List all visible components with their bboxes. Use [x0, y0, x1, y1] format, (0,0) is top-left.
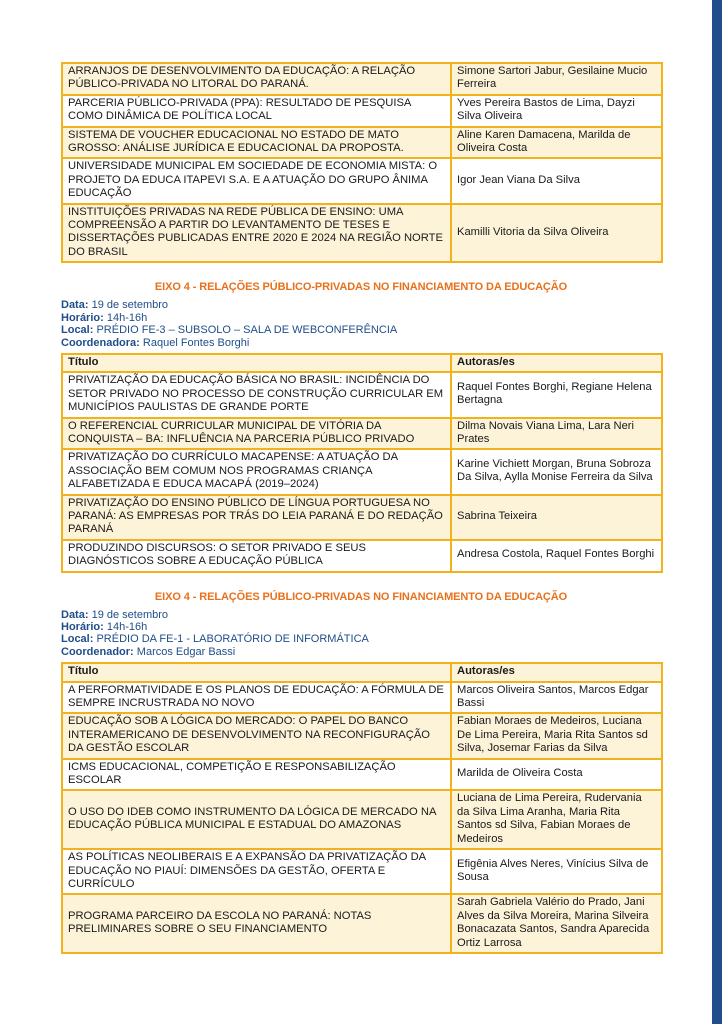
side-bar — [712, 0, 722, 1024]
date-label: Data: — [61, 608, 89, 621]
paper-title: PARCERIA PÚBLICO-PRIVADA (PPA): RESULTADO DE PESQUISA COMO DINÂMICA DE POLÍTICA LOCAL — [62, 95, 451, 127]
session-heading: EIXO 4 - RELAÇÕES PÚBLICO-PRIVADAS NO FINANCIAMENTO DA EDUCAÇÃO — [154, 281, 568, 294]
table-row — [62, 790, 662, 849]
table-row — [62, 158, 662, 203]
table-row — [62, 127, 662, 159]
paper-title: O USO DO IDEB COMO INSTRUMENTO DA LÓGICA DE MERCADO NA EDUCAÇÃO PÚBLICA MUNICIPAL E ESTADUAL DO AMAZONAS — [62, 790, 451, 849]
table-row — [62, 849, 662, 894]
paper-authors: Sarah Gabriela Valério do Prado, Jani Alves da Silva Moreira, Marina Silveira Bonacazata Santos, Sandra Aparecida Ortiz Larrosa — [451, 894, 662, 953]
table-row — [62, 204, 662, 263]
session-meta — [61, 609, 661, 659]
session-meta — [61, 299, 661, 349]
paper-title: A PERFORMATIVIDADE E OS PLANOS DE EDUCAÇÃO: A FÓRMULA DE SEMPRE INCRUSTRADA NO NOVO — [62, 682, 451, 714]
paper-title: PRODUZINDO DISCURSOS: O SETOR PRIVADO E SEUS DIAGNÓSTICOS SOBRE A EDUCAÇÃO PÚBLICA — [62, 540, 451, 572]
column-header-authors: Autoras/es — [451, 663, 662, 681]
paper-title: UNIVERSIDADE MUNICIPAL EM SOCIEDADE DE ECONOMIA MISTA: O PROJETO DA EDUCA ITAPEVI S.A. E A ATUAÇÃO DO GRUPO ÂNIMA EDUCAÇÃO — [62, 158, 451, 203]
table-row — [62, 63, 662, 95]
paper-title: AS POLÍTICAS NEOLIBERAIS E A EXPANSÃO DA PRIVATIZAÇÃO DA EDUCAÇÃO NO PIAUÍ: DIMENSÕES DA GESTÃO, OFERTA E CURRÍCULO — [62, 849, 451, 894]
table-header-row — [62, 663, 662, 681]
page-content — [61, 62, 661, 954]
table-row — [62, 540, 662, 572]
paper-title: PRIVATIZAÇÃO DO ENSINO PÚBLICO DE LÍNGUA PORTUGUESA NO PARANÁ: AS EMPRESAS POR TRÁS DO LEIA PARANÁ E DO REDAÇÃO PARANÁ — [62, 495, 451, 540]
table-row — [62, 372, 662, 417]
paper-authors: Kamilli Vitoria da Silva Oliveira — [451, 204, 662, 263]
paper-title: O REFERENCIAL CURRICULAR MUNICIPAL DE VITÓRIA DA CONQUISTA – BA: INFLUÊNCIA NA PARCERIA PÚBLICO PRIVADO — [62, 418, 451, 450]
table-row — [62, 95, 662, 127]
coordinator-value: Raquel Fontes Borghi — [142, 336, 250, 349]
paper-title: ARRANJOS DE DESENVOLVIMENTO DA EDUCAÇÃO: A RELAÇÃO PÚBLICO-PRIVADA NO LITORAL DO PARANÁ. — [62, 63, 451, 95]
time-value: 14h-16h — [106, 621, 148, 633]
session-heading: EIXO 4 - RELAÇÕES PÚBLICO-PRIVADAS NO FINANCIAMENTO DA EDUCAÇÃO — [154, 590, 568, 603]
paper-authors: Dilma Novais Viana Lima, Lara Neri Prates — [451, 418, 662, 450]
paper-authors: Fabian Moraes de Medeiros, Luciana De Lima Pereira, Maria Rita Santos sd Silva, Josemar Farias da Silva — [451, 713, 662, 758]
paper-authors: Andresa Costola, Raquel Fontes Borghi — [451, 540, 662, 572]
column-header-title: Título — [62, 354, 451, 372]
date-value: 19 de setembro — [91, 608, 169, 621]
paper-authors: Yves Pereira Bastos de Lima, Dayzi Silva Oliveira — [451, 95, 662, 127]
column-header-title: Título — [62, 663, 451, 681]
paper-title: ICMS EDUCACIONAL, COMPETIÇÃO E RESPONSABILIZAÇÃO ESCOLAR — [62, 759, 451, 791]
coordinator-value: Marcos Edgar Bassi — [136, 645, 236, 658]
table-row — [62, 682, 662, 714]
table-continued — [61, 62, 663, 263]
table-row — [62, 495, 662, 540]
paper-title: EDUCAÇÃO SOB A LÓGICA DO MERCADO: O PAPEL DO BANCO INTERAMERICANO DE DESENVOLVIMENTO NA RECONFIGURAÇÃO DA GESTÃO ESCOLAR — [62, 713, 451, 758]
paper-title: PRIVATIZAÇÃO DA EDUCAÇÃO BÁSICA NO BRASIL: INCIDÊNCIA DO SETOR PRIVADO NO PROCESSO DE CONSTRUÇÃO CURRICULAR EM MUNICÍPIOS PAULISTAS DE GRANDE PORTE — [62, 372, 451, 417]
time-label: Horário: — [61, 621, 104, 633]
paper-authors: Aline Karen Damacena, Marilda de Oliveira Costa — [451, 127, 662, 159]
paper-authors: Raquel Fontes Borghi, Regiane Helena Bertagna — [451, 372, 662, 417]
location-label: Local: — [61, 633, 94, 646]
paper-authors: Simone Sartori Jabur, Gesilaine Mucio Ferreira — [451, 63, 662, 95]
paper-title: SISTEMA DE VOUCHER EDUCACIONAL NO ESTADO DE MATO GROSSO: ANÁLISE JURÍDICA E EDUCACIONAL DA PROPOSTA. — [62, 127, 451, 159]
table-header-row — [62, 354, 662, 372]
time-label: Horário: — [61, 311, 104, 324]
table-row — [62, 759, 662, 791]
table-row — [62, 894, 662, 953]
coordinator-label: Coordenador: — [61, 645, 134, 658]
paper-authors: Marcos Oliveira Santos, Marcos Edgar Bassi — [451, 682, 662, 714]
table-row — [62, 713, 662, 758]
session-table — [61, 353, 663, 573]
location-value: PRÉDIO DA FE-1 - LABORATÓRIO DE INFORMÁTICA — [96, 633, 369, 646]
table-row — [62, 418, 662, 450]
paper-authors: Karine Vichiett Morgan, Bruna Sobroza Da Silva, Aylla Monise Ferreira da Silva — [451, 449, 662, 494]
date-label: Data: — [61, 299, 89, 312]
time-value: 14h-16h — [106, 311, 148, 324]
location-label: Local: — [61, 324, 94, 337]
table-row — [62, 449, 662, 494]
paper-authors: Sabrina Teixeira — [451, 495, 662, 540]
paper-authors: Luciana de Lima Pereira, Rudervania da Silva Lima Aranha, Maria Rita Santos sd Silva, Fabian Moraes de Medeiros — [451, 790, 662, 849]
paper-title: PRIVATIZAÇÃO DO CURRÍCULO MACAPENSE: A ATUAÇÃO DA ASSOCIAÇÃO BEM COMUM NOS PROGRAMAS CRIANÇA ALFABETIZADA E EDUCA MACAPÁ (2019–2024) — [62, 449, 451, 494]
date-value: 19 de setembro — [91, 299, 169, 312]
paper-title: PROGRAMA PARCEIRO DA ESCOLA NO PARANÁ: NOTAS PRELIMINARES SOBRE O SEU FINANCIAMENTO — [62, 894, 451, 953]
session-table — [61, 662, 663, 954]
paper-authors: Efigênia Alves Neres, Vinícius Silva de Sousa — [451, 849, 662, 894]
coordinator-label: Coordenadora: — [61, 336, 140, 349]
paper-authors: Igor Jean Viana Da Silva — [451, 158, 662, 203]
location-value: PRÉDIO FE-3 – SUBSOLO – SALA DE WEBCONFERÊNCIA — [96, 324, 398, 337]
column-header-authors: Autoras/es — [451, 354, 662, 372]
paper-authors: Marilda de Oliveira Costa — [451, 759, 662, 791]
paper-title: INSTITUIÇÕES PRIVADAS NA REDE PÚBLICA DE ENSINO: UMA COMPREENSÃO A PARTIR DO LEVANTAMENTO DE TESES E DISSERTAÇÕES PUBLICADAS ENTRE 2020 E 2024 NA REGIÃO NORTE DO BRASIL — [62, 204, 451, 263]
